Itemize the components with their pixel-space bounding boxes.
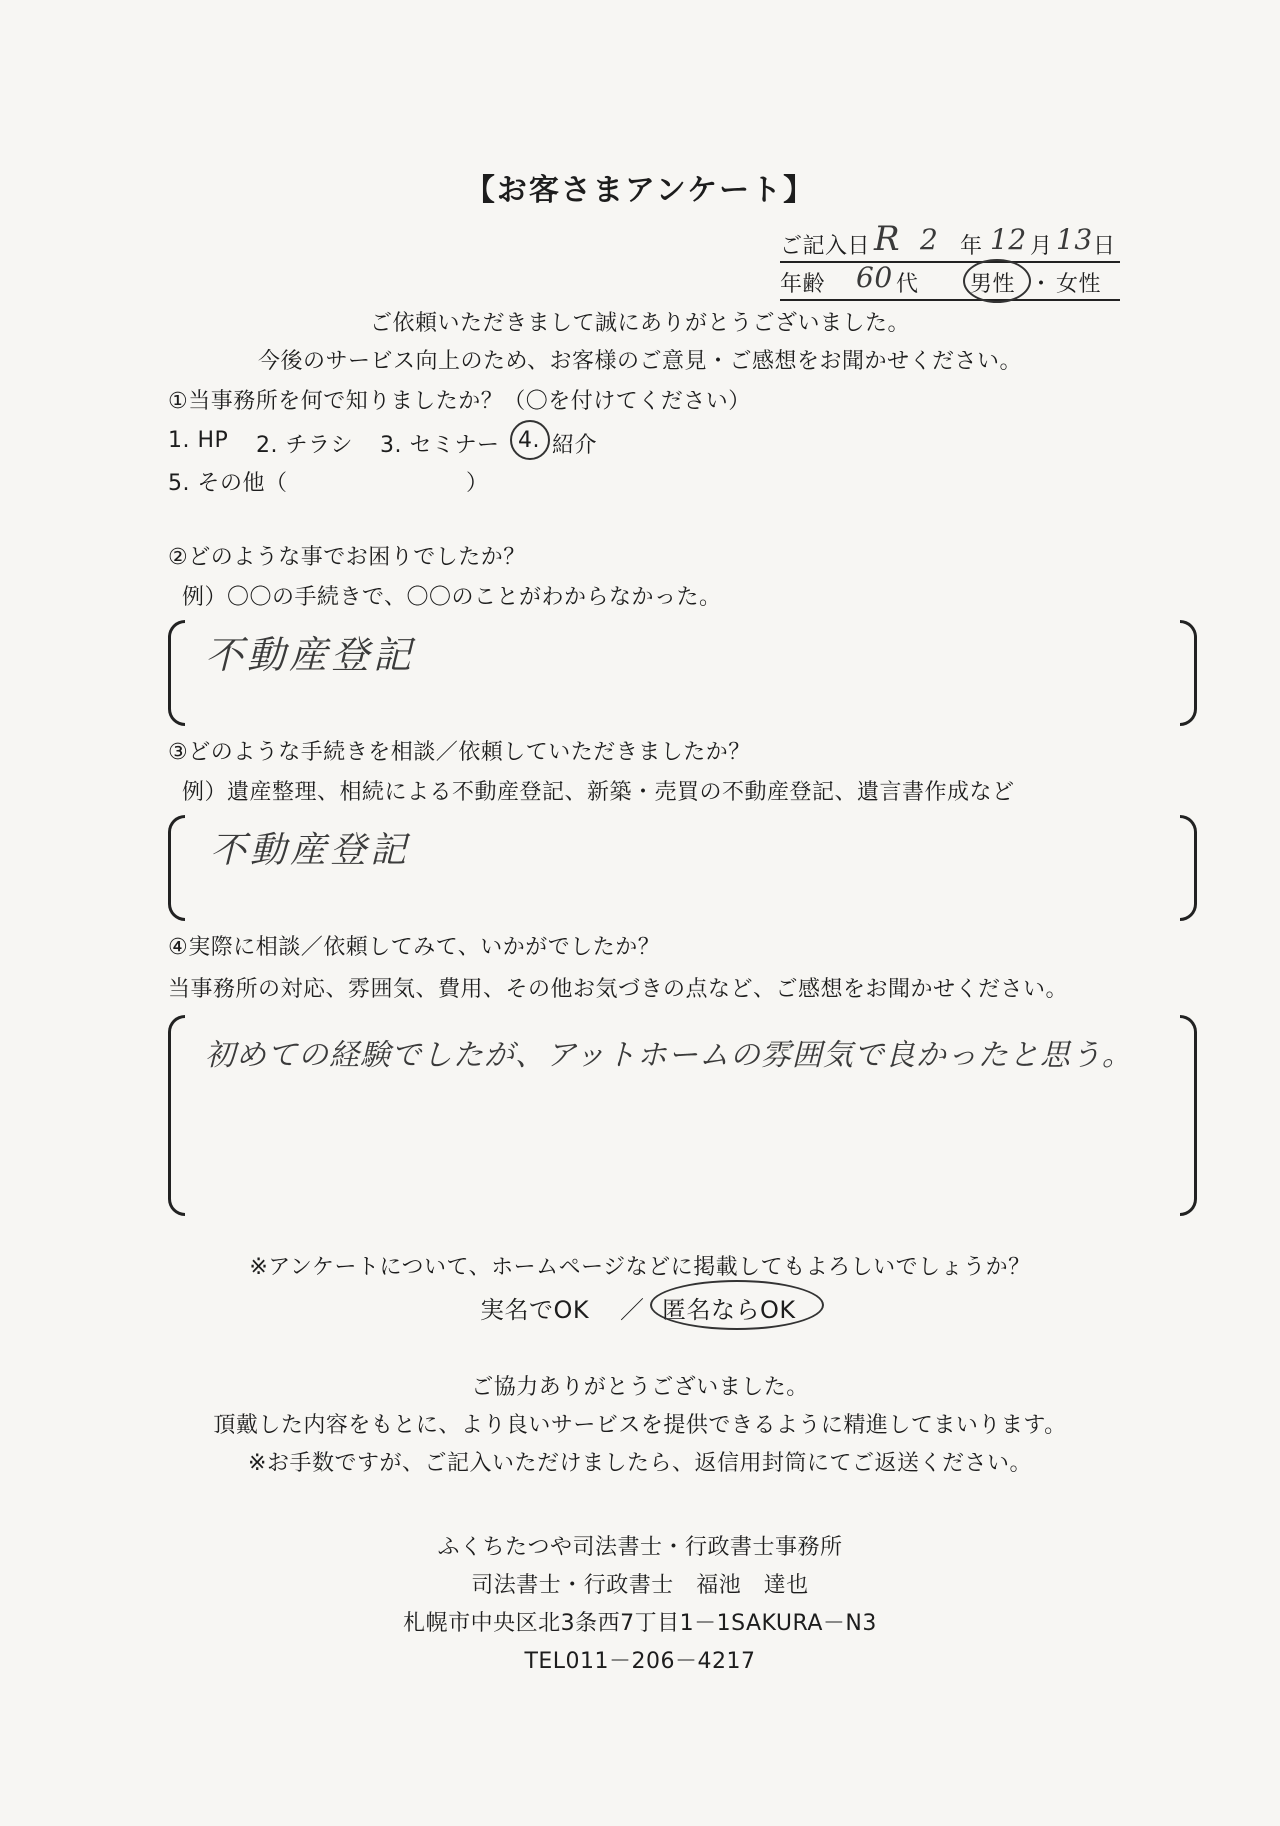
publish-question: ※アンケートについて、ホームページなどに掲載してもよろしいでしょうか？	[249, 1255, 1031, 1280]
q1-option-4-number: 4.	[518, 428, 540, 453]
gender-sep: ・	[1030, 272, 1053, 297]
survey-title: 【お客さまアンケート】	[464, 173, 816, 208]
date-line	[780, 219, 1120, 261]
q1-question: ①当事務所を何で知りましたか？（〇を付けてください）	[168, 389, 751, 414]
office-person: 司法書士・行政書士 福池 達也	[471, 1573, 809, 1598]
gender-female: 女性	[1056, 272, 1102, 297]
date-month: 12	[990, 223, 1027, 256]
publish-real-name: 実名でOK	[480, 1296, 590, 1324]
q4-bracket-left	[168, 1015, 185, 1216]
date-year: 2	[920, 223, 939, 256]
closing-line-3: ※お手数ですが、ご記入いただけましたら、返信用封筒にてご返送ください。	[248, 1451, 1032, 1476]
intro-line-2: 今後のサービス向上のため、お客様のご意見・ご感想をお聞かせください。	[257, 349, 1023, 374]
q1-option-5: 5. その他（	[168, 471, 288, 496]
date-month-unit: 月	[1030, 234, 1053, 259]
date-era: R	[874, 219, 901, 259]
age-line	[780, 263, 1120, 299]
q1-option-2: 2. チラシ	[256, 433, 353, 458]
q2-question: ②どのような事でお困りでしたか？	[168, 545, 526, 570]
q2-bracket-right	[1180, 620, 1197, 726]
closing-line-2: 頂戴した内容をもとに、より良いサービスを提供できるように精進してまいります。	[213, 1413, 1067, 1438]
male-circle	[963, 259, 1031, 303]
age-label: 年齢	[780, 272, 826, 297]
q4-example: 当事務所の対応、雰囲気、費用、その他お気づきの点など、ご感想をお聞かせください。	[168, 977, 1069, 1002]
intro-line-1: ご依頼いただきまして誠にありがとうございました。	[369, 311, 910, 336]
q2-example: 例）〇〇の手続きで、〇〇のことがわからなかった。	[182, 585, 722, 610]
q2-answer: 不動産登記	[205, 633, 416, 677]
age-unit: 代	[896, 272, 919, 297]
date-year-unit: 年	[960, 234, 983, 259]
q1-option-4-label: 紹介	[552, 433, 598, 458]
office-tel: TEL011－206－4217	[524, 1649, 756, 1674]
q1-option-1: 1. HP	[168, 428, 229, 453]
q3-example: 例）遺産整理、相続による不動産登記、新築・売買の不動産登記、遺言書作成など	[182, 780, 1015, 805]
age-value: 60	[856, 261, 893, 294]
office-name: ふくちたつや司法書士・行政書士事務所	[437, 1535, 843, 1560]
gender-male: 男性	[970, 272, 1016, 297]
q1-option-3: 3. セミナー	[380, 433, 500, 458]
date-day-unit: 日	[1093, 234, 1116, 259]
q3-bracket-right	[1180, 815, 1197, 921]
q2-bracket-left	[168, 620, 185, 726]
office-address: 札幌市中央区北3条西7丁目1－1SAKURA－N3	[403, 1611, 877, 1636]
date-day: 13	[1056, 223, 1093, 256]
q1-option-5-close: ）	[466, 471, 489, 496]
q4-question: ④実際に相談／依頼してみて、いかがでしたか？	[168, 935, 661, 960]
q4-bracket-right	[1180, 1015, 1197, 1216]
publish-anonymous: 匿名ならOK	[662, 1296, 796, 1324]
date-label: ご記入日	[780, 234, 871, 259]
closing-line-1: ご協力ありがとうございました。	[471, 1375, 809, 1400]
anonymous-circle	[650, 1280, 824, 1330]
q4-answer: 初めての経験でしたが、アットホームの雰囲気で良かったと思う。	[205, 1038, 1133, 1073]
option-4-circle	[510, 420, 550, 460]
q3-bracket-left	[168, 815, 185, 921]
q3-answer: 不動産登記	[210, 830, 411, 871]
publish-sep: ／	[620, 1296, 645, 1324]
q3-question: ③どのような手続きを相談／依頼していただきましたか？	[168, 740, 751, 765]
